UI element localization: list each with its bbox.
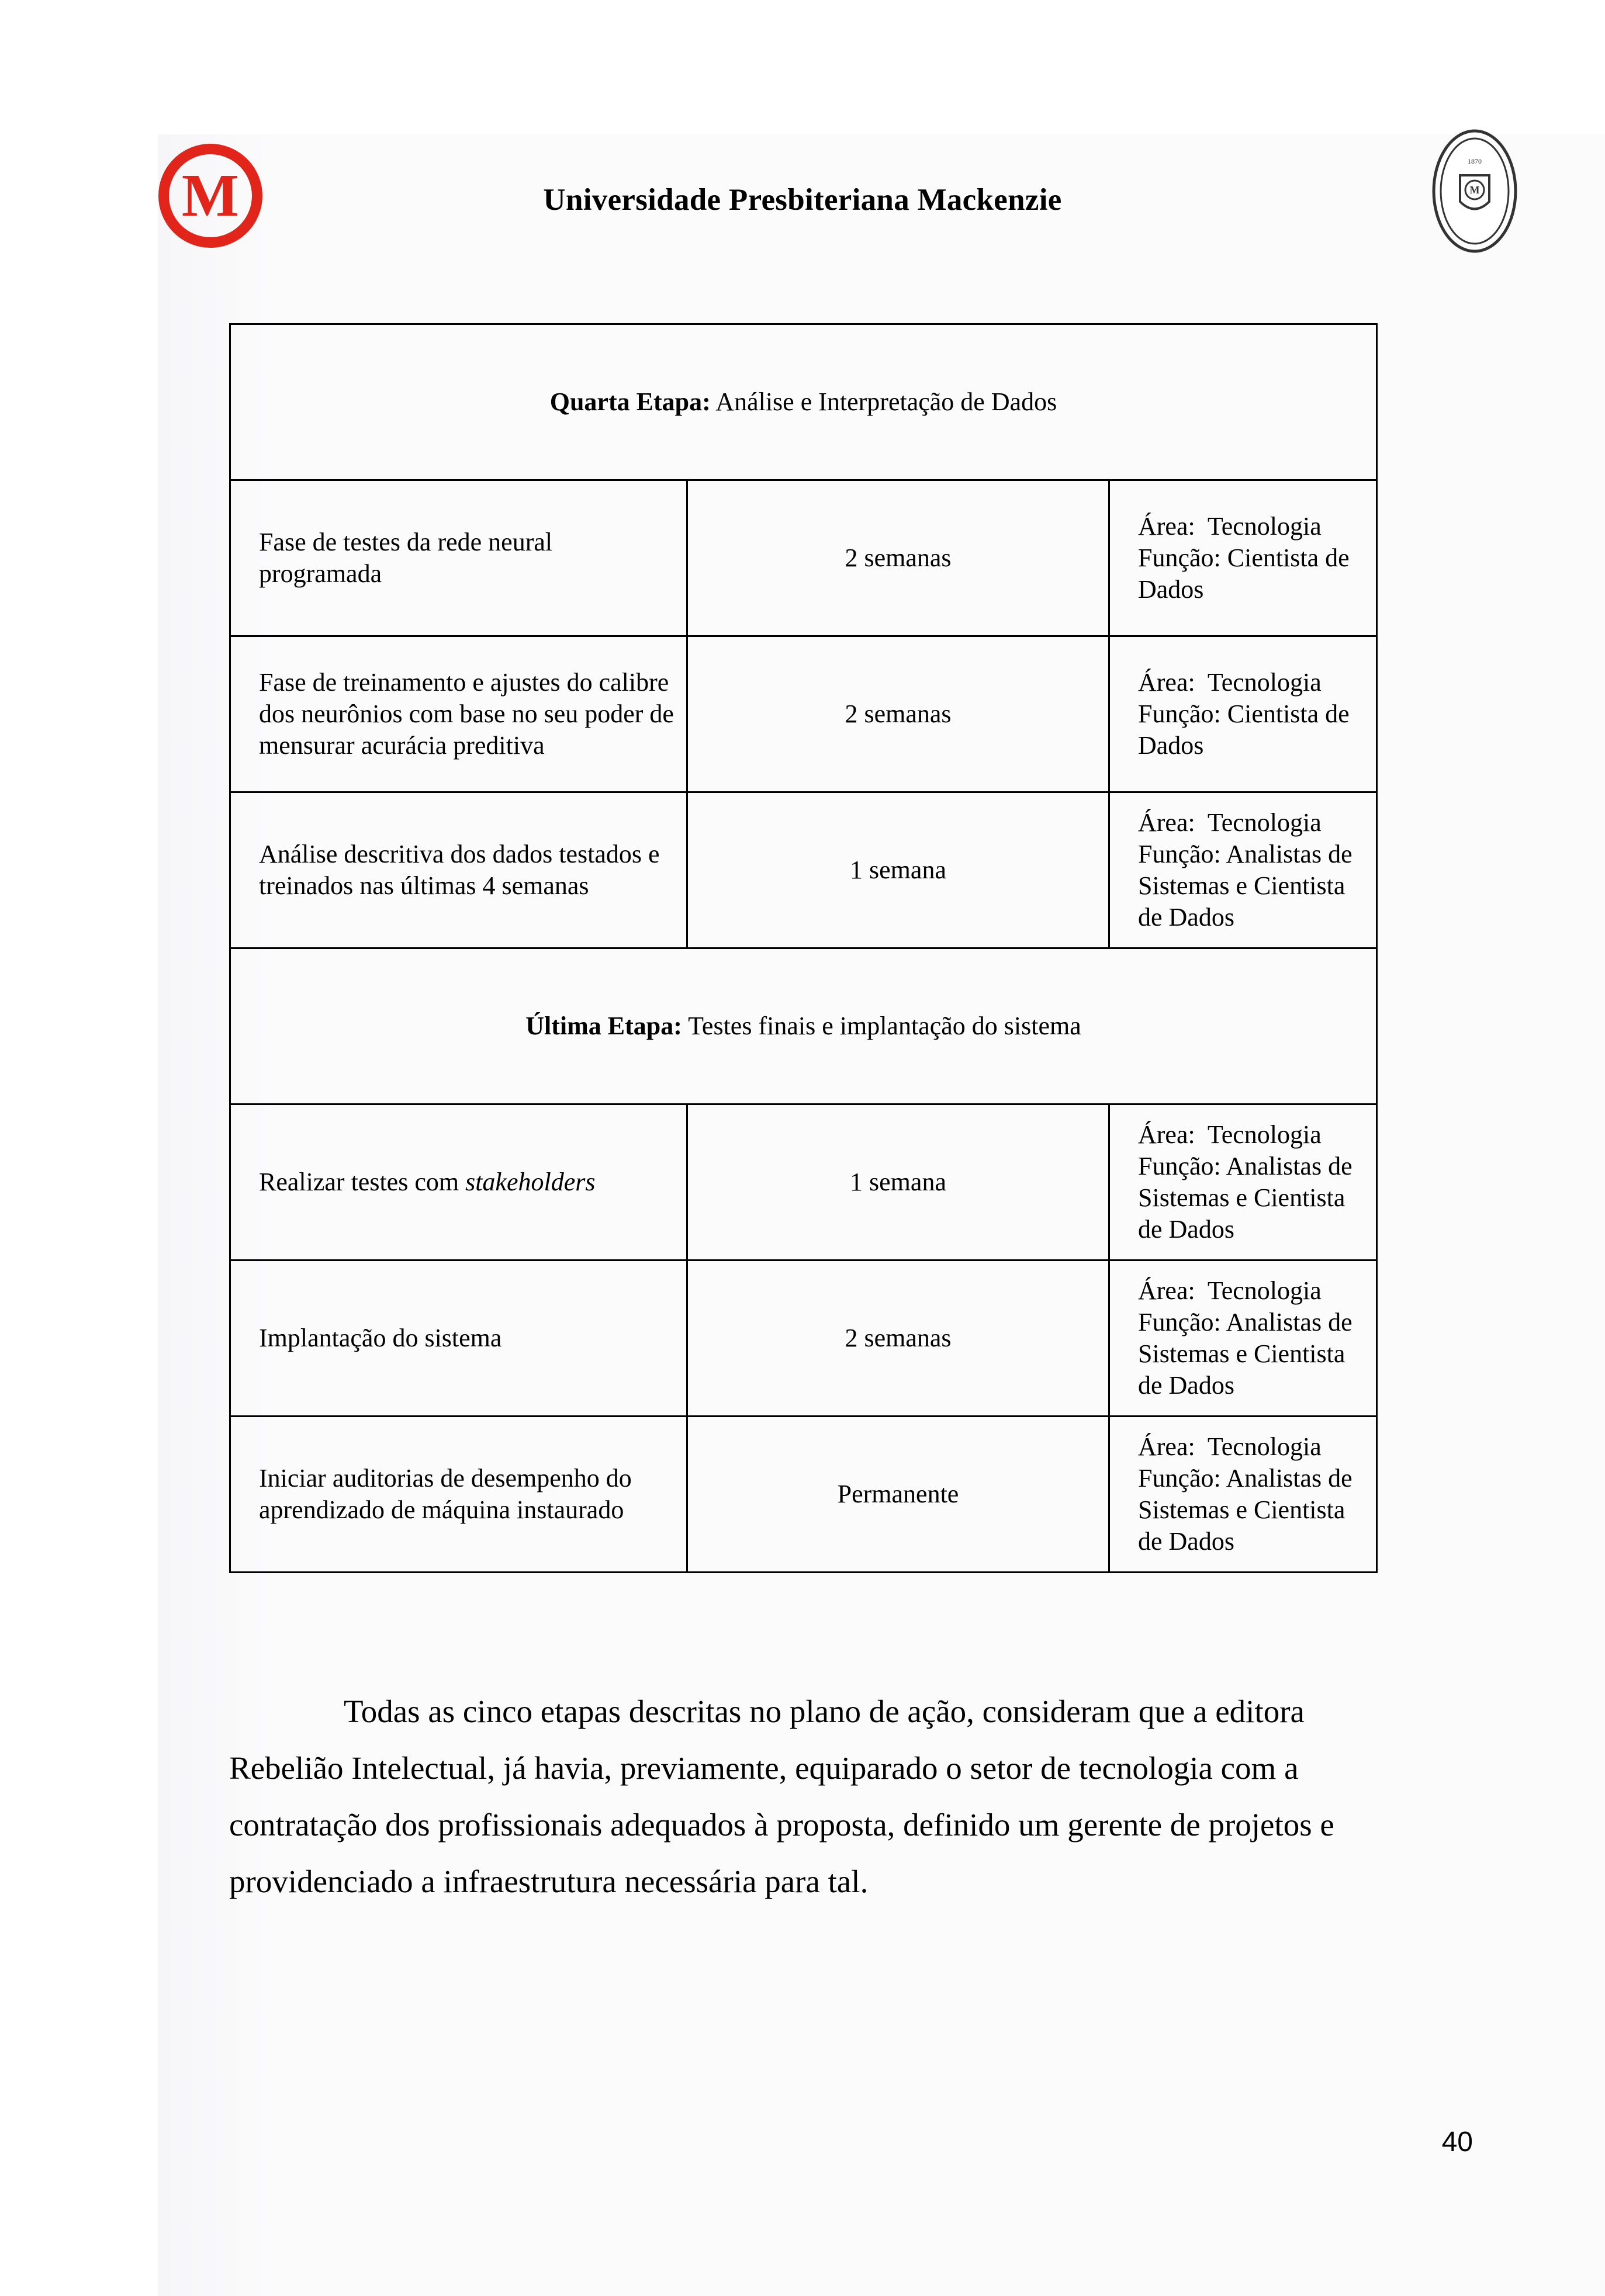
task-text: Realizar testes com [259,1168,466,1196]
task-italic-text: stakeholders [465,1168,596,1196]
duration-cell: 1 semana [687,792,1109,948]
stage-label: Última Etapa: [525,1012,682,1040]
stage-header-row [230,324,1377,480]
function-text: Função: Analistas de Sistemas e Cientista de Dados [1138,1308,1353,1400]
responsible-cell [1109,1104,1377,1260]
page-number: 40 [1441,2127,1473,2158]
area-text: Área: Tecnologia [1138,1276,1322,1305]
area-text: Área: Tecnologia [1138,1432,1322,1461]
page-top-margin [0,0,1605,134]
function-text: Função: Cientista de Dados [1138,543,1350,604]
duration-cell: Permanente [687,1417,1109,1573]
task-cell: Fase de treinamento e ajustes do calibre dos neurônios com base no seu poder de mensurar acurácia preditiva [230,636,687,792]
area-text: Área: Tecnologia [1138,668,1322,697]
action-plan-table [229,323,1378,1573]
stage-title: Análise e Interpretação de Dados [710,387,1057,416]
table-row [230,636,1377,792]
responsible-cell [1109,792,1377,948]
function-text: Função: Cientista de Dados [1138,699,1350,760]
responsible-cell [1109,636,1377,792]
task-cell [230,1104,687,1260]
stage-label: Quarta Etapa: [549,387,711,416]
responsible-cell [1109,1417,1377,1573]
responsible-cell [1109,1260,1377,1417]
table-row [230,792,1377,948]
function-text: Função: Analistas de Sistemas e Cientista de Dados [1138,1152,1353,1244]
table-row [230,1417,1377,1573]
function-text: Função: Analistas de Sistemas e Cientista de Dados [1138,1464,1353,1556]
stage-header-ultima-etapa [230,948,1377,1104]
university-seal-icon [1431,129,1518,254]
stage-header-quarta-etapa [230,324,1377,480]
responsible-cell [1109,480,1377,636]
area-text: Área: Tecnologia [1138,808,1322,837]
duration-cell: 2 semanas [687,1260,1109,1417]
body-paragraph: Todas as cinco etapas descritas no plano de ação, consideram que a editora Rebelião Intelectual, já havia, previamente, equiparado o setor de tecnologia com a contratação dos profissionais adequados à proposta, definido um gerente de projetos e providenciado a infraestrutura necessária para tal. [229,1694,1334,1899]
table-row [230,1104,1377,1260]
duration-cell: 2 semanas [687,480,1109,636]
table-row [230,480,1377,636]
area-text: Área: Tecnologia [1138,1120,1322,1149]
duration-cell: 1 semana [687,1104,1109,1260]
svg-text:1870: 1870 [1468,157,1482,165]
svg-text:M: M [1469,184,1480,196]
body-paragraph-block [229,1683,1369,1910]
table-row [230,1260,1377,1417]
task-cell: Implantação do sistema [230,1260,687,1417]
function-text: Função: Analistas de Sistemas e Cientista de Dados [1138,840,1353,931]
task-cell: Análise descritiva dos dados testados e treinados nas últimas 4 semanas [230,792,687,948]
institution-title: Universidade Presbiteriana Mackenzie [543,183,1062,217]
duration-cell: 2 semanas [687,636,1109,792]
stage-title: Testes finais e implantação do sistema [682,1012,1081,1040]
area-text: Área: Tecnologia [1138,512,1322,541]
task-cell: Fase de testes da rede neural programada [230,480,687,636]
task-cell: Iniciar auditorias de desempenho do aprendizado de máquina instaurado [230,1417,687,1573]
svg-text:M: M [181,162,240,229]
stage-header-row [230,948,1377,1104]
